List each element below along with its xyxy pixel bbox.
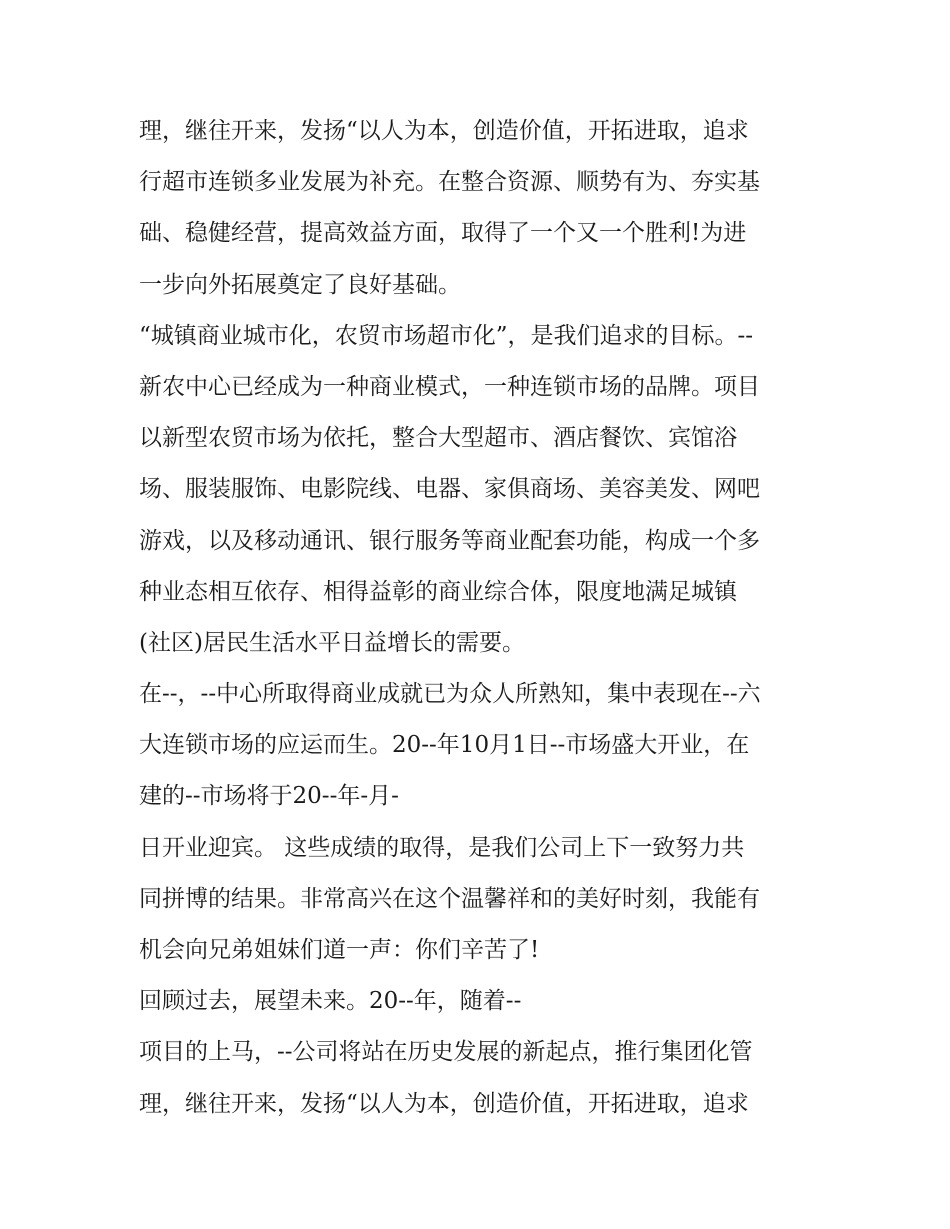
body-text [139, 106, 829, 1130]
text-line: 日开业迎宾。 这些成绩的取得，是我们公司上下一致努力共 [139, 834, 745, 861]
text-line: 一步向外拓展奠定了良好基础。 [139, 271, 461, 298]
text-line: 游戏，以及移动通讯、银行服务等商业配套功能，构成一个多 [139, 527, 760, 554]
text-line: 以新型农贸市场为依托，整合大型超市、酒店餐饮、宾馆浴 [139, 425, 737, 452]
text-line: 项目的上马，--公司将站在历史发展的新起点，推行集团化管 [139, 1039, 753, 1066]
text-line: “城镇商业城市化，农贸市场超市化”，是我们追求的目标。-- [139, 322, 754, 349]
text-line: 种业态相互依存、相得益彰的商业综合体，限度地满足城镇 [139, 578, 737, 605]
text-line: 场、服装服饰、电影院线、电器、家俱商场、美容美发、网吧 [139, 476, 760, 503]
text-line: 础、稳健经营，提高效益方面，取得了一个又一个胜利!为进 [139, 220, 747, 247]
text-line: 机会向兄弟姐妹们道一声：你们辛苦了! [139, 937, 540, 963]
text-line: 新农中心已经成为一种商业模式，一种连锁市场的品牌。项目 [139, 373, 760, 400]
text-line: 同拼博的结果。非常高兴在这个温馨祥和的美好时刻，我能有 [139, 885, 760, 912]
text-line: 回顾过去，展望未来。20--年，随着-- [139, 988, 522, 1015]
text-line: 理，继往开来，发扬“以人为本，创造价值，开拓进取，追求 [139, 1090, 749, 1117]
text-line: 行超市连锁多业发展为补充。在整合资源、顺势有为、夯实基 [139, 169, 760, 196]
text-line: 在--，--中心所取得商业成就已为众人所熟知，集中表现在--六 [139, 681, 761, 708]
text-line: 大连锁市场的应运而生。20--年10月1日--市场盛大开业，在 [139, 732, 750, 759]
text-line: 理，继往开来，发扬“以人为本，创造价值，开拓进取，追求 [139, 118, 749, 144]
text-line: 建的--市场将于20--年-月- [139, 783, 399, 810]
text-line: (社区)居民生活水平日益增长的需要。 [139, 629, 525, 656]
